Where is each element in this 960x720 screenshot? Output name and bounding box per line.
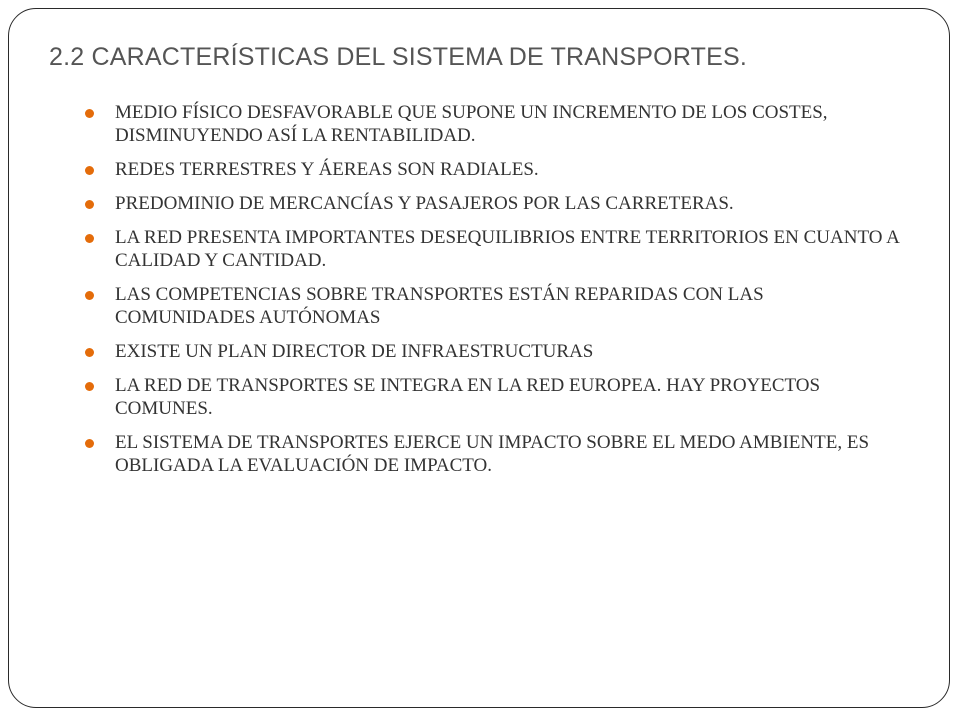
bullet-dot-icon (85, 200, 94, 209)
bullet-text: LAS COMPETENCIAS SOBRE TRANSPORTES ESTÁN REPARIDAS CON LAS COMUNIDADES AUTÓNOMAS (115, 284, 764, 328)
bullet-item (85, 158, 905, 181)
bullet-text: MEDIO FÍSICO DESFAVORABLE QUE SUPONE UN INCREMENTO DE LOS COSTES, DISMINUYENDO ASÍ LA RENTABILIDAD. (115, 102, 828, 146)
bullet-dot-icon (85, 109, 94, 118)
bullet-item (85, 283, 905, 329)
bullet-dot-icon (85, 348, 94, 357)
bullet-item (85, 101, 905, 147)
bullet-dot-icon (85, 439, 94, 448)
bullet-dot-icon (85, 382, 94, 391)
bullet-item (85, 192, 905, 215)
bullet-text: EXISTE UN PLAN DIRECTOR DE INFRAESTRUCTURAS (115, 341, 594, 362)
bullet-item (85, 374, 905, 420)
bullet-text: PREDOMINIO DE MERCANCÍAS Y PASAJEROS POR LAS CARRETERAS. (115, 193, 734, 214)
bullet-item (85, 226, 905, 272)
slide-title: 2.2 CARACTERÍSTICAS DEL SISTEMA DE TRANSPORTES. (49, 43, 747, 71)
bullet-item (85, 431, 905, 477)
bullet-text: EL SISTEMA DE TRANSPORTES EJERCE UN IMPACTO SOBRE EL MEDO AMBIENTE, ES OBLIGADA LA EVALUACIÓN DE IMPACTO. (115, 432, 870, 476)
bullet-text: REDES TERRESTRES Y ÁEREAS SON RADIALES. (115, 159, 539, 180)
bullet-text: LA RED PRESENTA IMPORTANTES DESEQUILIBRIOS ENTRE TERRITORIOS EN CUANTO A CALIDAD Y CANTIDAD. (115, 227, 899, 271)
slide-frame (8, 8, 950, 708)
bullet-item (85, 340, 905, 363)
bullet-list (85, 101, 905, 488)
bullet-dot-icon (85, 234, 94, 243)
bullet-dot-icon (85, 291, 94, 300)
bullet-text: LA RED DE TRANSPORTES SE INTEGRA EN LA RED EUROPEA. HAY PROYECTOS COMUNES. (115, 375, 821, 419)
bullet-dot-icon (85, 166, 94, 175)
